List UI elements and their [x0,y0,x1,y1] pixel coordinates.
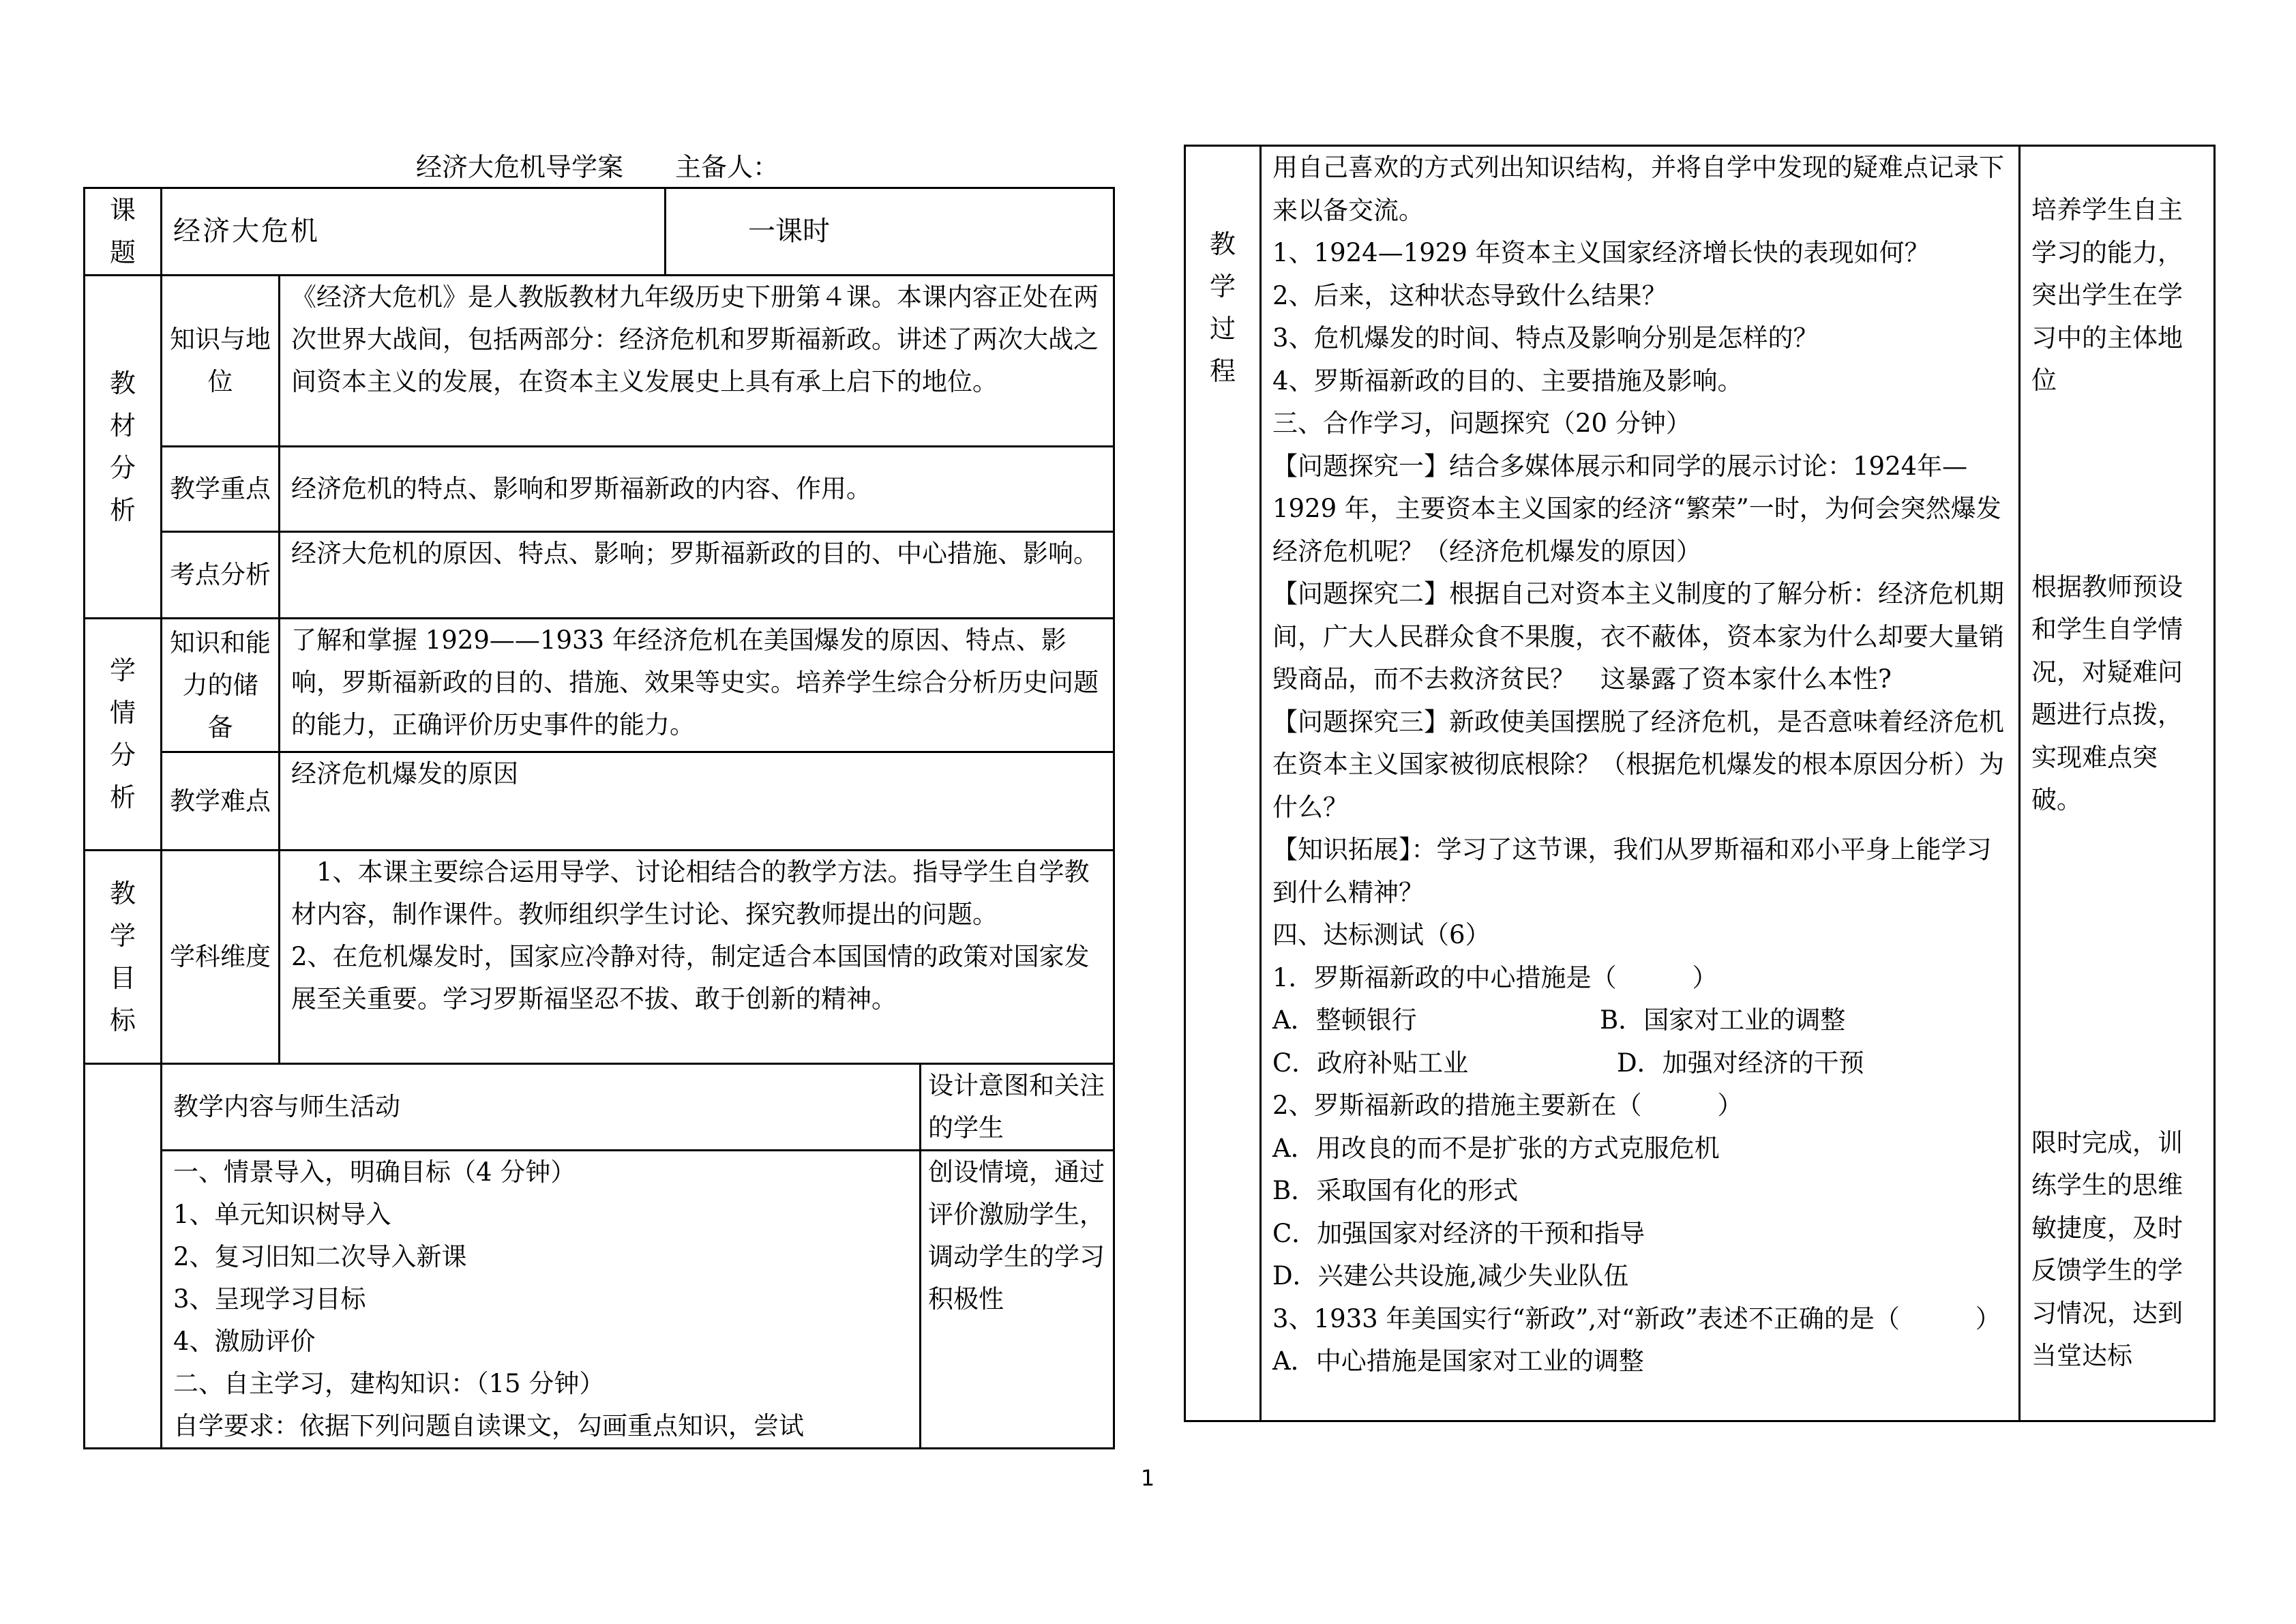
q2-option: B．采取国有化的形式 [1272,1176,1519,1205]
activity-content [162,1151,921,1449]
teaching-goal-label: 教学目标 [85,851,162,1064]
course-hours: 一课时 [748,216,830,247]
activity-line: 4、激励评价 [173,1327,316,1356]
question-1: 1．罗斯福新政的中心措施是（ ） [1272,962,1718,992]
activity-header: 教学内容与师生活动 [162,1064,921,1151]
course-hours-cell [666,188,1114,276]
student-analysis-label: 学情分析 [85,619,162,851]
design-header: 设计意图和关注的学生 [921,1064,1114,1151]
discipline-label: 学科维度 [162,851,280,1064]
knowledge-position-label: 知识与地位 [162,276,280,447]
design-notes-cell [2020,146,2215,1421]
discipline-text [280,851,1114,1064]
lesson-plan-table-left [83,187,1115,1449]
question-3: 3、1933 年美国实行“新政”,对“新政”表述不正确的是（ ）A．中心措施是国家对工业的调整 [1272,1303,2001,1376]
page-number: 1 [1140,1465,1155,1491]
q1-options-row-2 [1272,1042,2008,1085]
activity-line: 1、单元知识树导入 [173,1200,391,1229]
exam-points-text: 经济大危机的原因、特点、影响；罗斯福新政的目的、中心措施、影响。 [280,532,1114,619]
knowledge-extension: 【知识拓展】：学习了这节课，我们从罗斯福和邓小平身上能学习到什么精神？ [1272,835,1992,907]
content-line: 2、后来，这种状态导致什么结果？ [1272,280,1667,310]
q1-option-d: D．加强对经济的干预 [1617,1048,1864,1078]
key-points-text: 经济危机的特点、影响和罗斯福新政的内容、作用。 [280,447,1114,532]
discipline-line-1: 1、本课主要综合运用导学、讨论相结合的教学方法。指导学生自学教材内容，制作课件。教师组织学生讨论、探究教师提出的问题。 [291,857,1090,929]
design-note-1: 创设情境，通过评价激励学生，调动学生的学习积极性 [921,1151,1114,1449]
course-name-cell [162,188,666,276]
question-2: 2、罗斯福新政的措施主要新在（ ） [1272,1091,1743,1120]
key-points-label: 教学重点 [162,447,280,532]
activity-line: 2、复习旧知二次导入新课 [173,1242,467,1271]
activity-line: 自学要求：依据下列问题自读课文，勾画重点知识，尝试 [173,1411,804,1441]
exam-points-label: 考点分析 [162,532,280,619]
q1-option-c: C．政府补贴工业 [1272,1048,1469,1078]
design-note-3: 根据教师预设和学生自学情况，对疑难问题进行点拨，实现难点突破。 [2031,572,2183,814]
q1-option-b: B．国家对工业的调整 [1600,1005,1846,1035]
course-label-cell: 课题 [85,188,162,276]
process-label-cell [1185,146,1261,1421]
design-note-2: 培养学生自主学习的能力，突出学生在学习中的主体地位 [2031,195,2183,395]
difficulty-label: 教学难点 [162,752,280,851]
content-line: 3、危机爆发的时间、特点及影响分别是怎样的？ [1272,323,1819,353]
q2-option: A．用改良的而不是扩张的方式克服危机 [1272,1133,1720,1163]
knowledge-ability-text: 了解和掌握 1929——1933 年经济危机在美国爆发的原因、特点、影响，罗斯福新政的目的、措施、效果等史实。培养学生综合分析历史问题的能力，正确评价历史事件的能力。 [280,619,1114,752]
inquiry-2: 【问题探究二】根据自己对资本主义制度的了解分析：经济危机期间，广大人民群众食不果腹，衣不蔽体，资本家为什么却要大量销毁商品，而不去救济贫民？ 这暴露了资本家什么本性? [1272,579,2004,694]
material-analysis-label: 教材分析 [85,276,162,619]
difficulty-text: 经济危机爆发的原因 [280,752,1114,851]
course-name: 经济大危机 [173,216,320,247]
q2-option: D．兴建公共设施,减少失业队伍 [1272,1261,1629,1290]
activity-line: 二、自主学习，建构知识：（15 分钟） [173,1369,605,1398]
discipline-line-2: 2、在危机爆发时，国家应冷静对待，制定适合本国国情的政策对国家发展至关重要。学习罗斯福坚忍不拔、敢于创新的精神。 [291,942,1090,1014]
content-line: 1、1924—1929 年资本主义国家经济增长快的表现如何？ [1272,238,1930,267]
knowledge-ability-label: 知识和能力的储 备 [162,619,280,752]
process-content [1261,146,2020,1421]
preparer-label: 主备人： [675,152,779,182]
lesson-plan-table-right [1184,145,2216,1422]
activity-line: 一、情景导入，明确目标（4 分钟） [173,1157,576,1187]
inquiry-3: 【问题探究三】新政使美国摆脱了经济危机，是否意味着经济危机在资本主义国家被彻底根除？（根据危机爆发的根本原因分析）为什么？ [1272,707,2004,822]
process-label: 教学过程 [1209,229,1236,386]
content-line: 用自己喜欢的方式列出知识结构，并将自学中发现的疑难点记录下来以备交流。 [1272,153,2004,225]
q1-option-a: A．整顿银行 [1272,1005,1417,1035]
left-blank-cell [85,1064,162,1449]
knowledge-position-text: 《经济大危机》是人教版教材九年级历史下册第４课。本课内容正处在两次世界大战间，包括两部分：经济危机和罗斯福新政。讲述了两次大战之间资本主义的发展，在资本主义发展史上具有承上启下的地位。 [280,276,1114,447]
content-line: 三、合作学习，问题探究（20 分钟） [1272,409,1691,438]
inquiry-1: 【问题探究一】结合多媒体展示和同学的展示讨论：1924年—1929 年，主要资本主义国家的经济“繁荣”一时，为何会突然爆发经济危机呢？（经济危机爆发的原因） [1272,451,2001,566]
page-title [82,150,1113,184]
q1-options-row-1 [1272,999,2008,1042]
activity-line: 3、呈现学习目标 [173,1284,366,1314]
q2-option: C．加强国家对经济的干预和指导 [1272,1218,1645,1248]
content-line: 四、达标测试（6） [1272,920,1491,949]
doc-title: 经济大危机导学案 [415,152,623,182]
content-line: 4、罗斯福新政的目的、主要措施及影响。 [1272,366,1743,396]
design-note-4: 限时完成，训练学生的思维敏捷度，及时反馈学生的学习情况，达到当堂达标 [2031,1127,2183,1370]
